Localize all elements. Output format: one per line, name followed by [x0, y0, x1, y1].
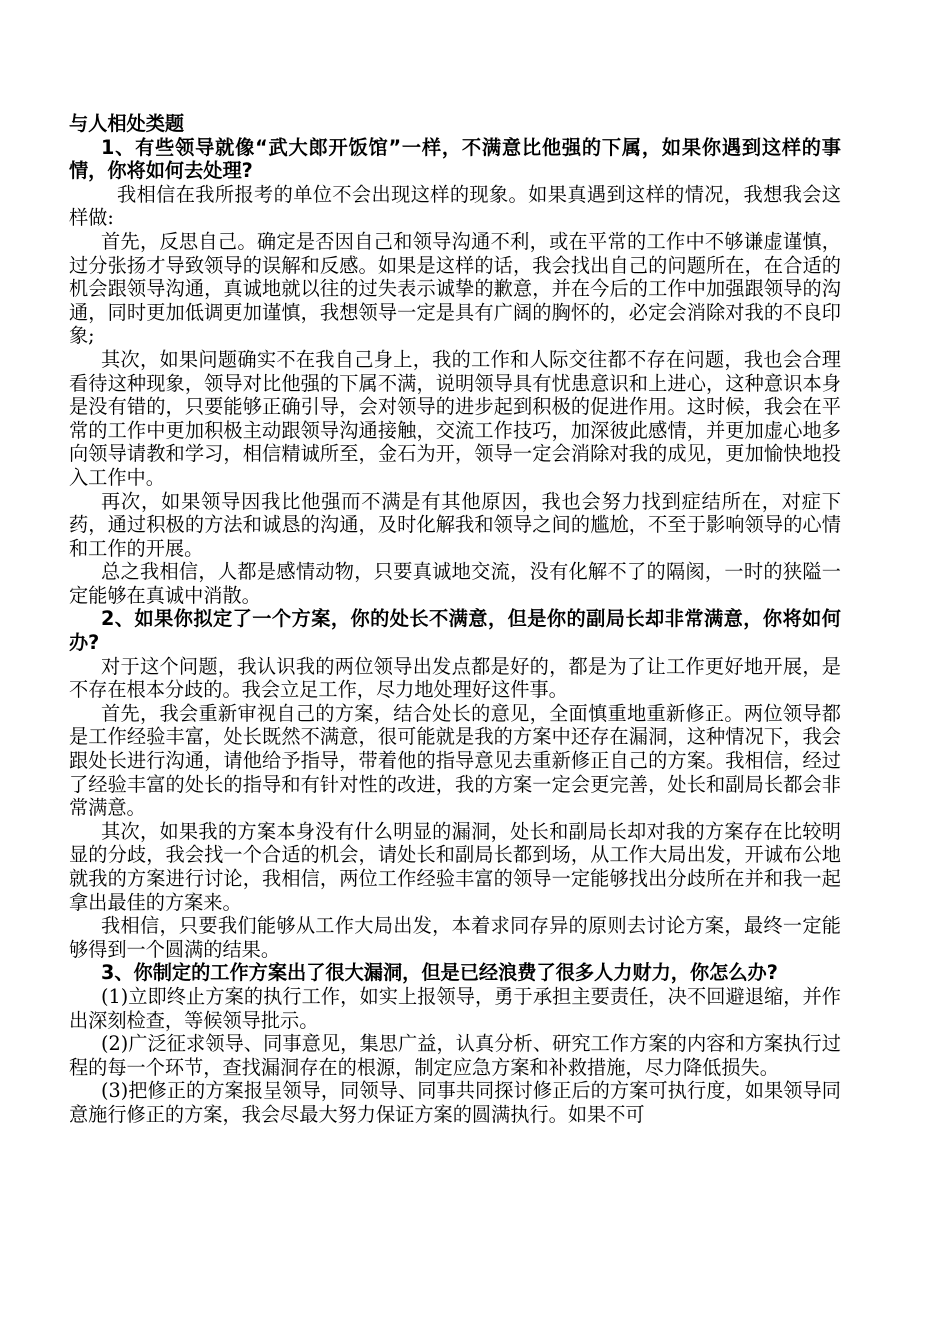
- question-1-title: 1、有些领导就像“武大郎开饭馆”一样，不满意比他强的下属，如果你遇到这样的事情，你将如何去处理?: [69, 135, 841, 183]
- answer-paragraph: 其次，如果我的方案本身没有什么明显的漏洞，处长和副局长却对我的方案存在比较明显的分歧，我会找一个合适的机会，请处长和副局长都到场，从工作大局出发，开诚布公地就我的方案进行讨论，我相信，两位工作经验丰富的领导一定能够找出分歧所在并和我一起拿出最佳的方案来。: [69, 819, 841, 914]
- answer-paragraph: (2)广泛征求领导、同事意见，集思广益，认真分析、研究工作方案的内容和方案执行过程的每一个环节，查找漏洞存在的根源，制定应急方案和补救措施，尽力降低损失。: [69, 1032, 841, 1079]
- answer-paragraph: 再次，如果领导因我比他强而不满是有其他原因，我也会努力找到症结所在，对症下药，通过积极的方法和诚恳的沟通，及时化解我和领导之间的尴尬，不至于影响领导的心情和工作的开展。: [69, 489, 841, 560]
- question-2-title: 2、如果你拟定了一个方案，你的处长不满意，但是你的副局长却非常满意，你将如何办?: [69, 607, 841, 655]
- answer-paragraph: (3)把修正的方案报呈领导，同领导、同事共同探讨修正后的方案可执行度，如果领导同意施行修正的方案，我会尽最大努力保证方案的圆满执行。如果不可: [69, 1079, 841, 1126]
- answer-paragraph: 首先，反思自己。确定是否因自己和领导沟通不利，或在平常的工作中不够谦虚谨慎，过分张扬才导致领导的误解和反感。如果是这样的话，我会找出自己的问题所在，在合适的机会跟领导沟通，真诚地就以往的过失表示诚挚的歉意，并在今后的工作中加强跟领导的沟通，同时更加低调更加谨慎，我想领导一定是具有广阔的胸怀的，必定会消除对我的不良印象;: [69, 229, 841, 348]
- answer-paragraph: 我相信在我所报考的单位不会出现这样的现象。如果真遇到这样的情况，我想我会这样做:: [69, 182, 841, 230]
- question-3-title: 3、你制定的工作方案出了很大漏洞，但是已经浪费了很多人力财力，你怎么办?: [101, 961, 778, 985]
- section-title: 与人相处类题: [69, 112, 185, 135]
- answer-paragraph: 其次，如果问题确实不在我自己身上，我的工作和人际交往都不存在问题，我也会合理看待这种现象，领导对比他强的下属不满，说明领导具有忧患意识和上进心，这种意识本身是没有错的，只要能够正确引导，会对领导的进步起到积极的促进作用。这时候，我会在平常的工作中更加积极主动跟领导沟通接触，交流工作技巧，加深彼此感情，并更加虚心地多向领导请教和学习，相信精诚所至，金石为开，领导一定会消除对我的成见，更加愉快地投入工作中。: [69, 347, 841, 489]
- answer-paragraph: 总之我相信，人都是感情动物，只要真诚地交流，没有化解不了的隔阂，一时的狭隘一定能够在真诚中消散。: [69, 560, 841, 607]
- document-body: [69, 112, 841, 1127]
- answer-paragraph: 对于这个问题，我认识我的两位领导出发点都是好的，都是为了让工作更好地开展，是不存在根本分歧的。我会立足工作，尽力地处理好这件事。: [69, 654, 841, 702]
- answer-paragraph: 我相信，只要我们能够从工作大局出发，本着求同存异的原则去讨论方案，最终一定能够得到一个圆满的结果。: [69, 914, 841, 961]
- answer-paragraph: (1)立即终止方案的执行工作，如实上报领导，勇于承担主要责任，决不回避退缩，并作出深刻检查，等候领导批示。: [69, 984, 841, 1032]
- answer-paragraph: 首先，我会重新审视自己的方案，结合处长的意见，全面慎重地重新修正。两位领导都是工作经验丰富，处长既然不满意，很可能就是我的方案中还存在漏洞，这种情况下，我会跟处长进行沟通，请他给予指导，带着他的指导意见去重新修正自己的方案。我相信，经过了经验丰富的处长的指导和有针对性的改进，我的方案一定会更完善，处长和副局长都会非常满意。: [69, 701, 841, 820]
